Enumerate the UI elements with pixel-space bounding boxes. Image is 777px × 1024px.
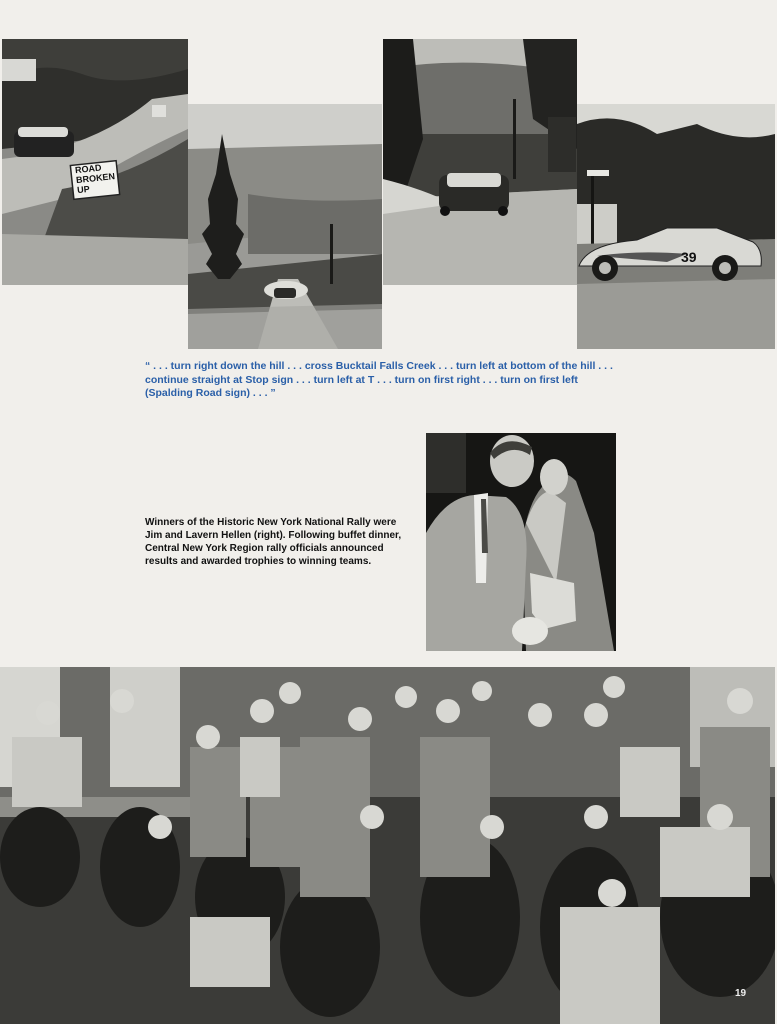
route-quote-caption: “ . . . turn right down the hill . . . cross Bucktail Falls Creek . . . turn left at bottom of the hill . . . continue straight at Stop sign . . . turn left at T . . . turn on first right . . . turn on first left (Spalding Road sign) . . . ”	[145, 360, 613, 399]
page-number: 19	[735, 988, 747, 999]
photo-car-39	[577, 104, 775, 349]
road-sign-text: ROAD BROKEN UP	[74, 162, 116, 196]
photo-banquet-crowd	[0, 667, 775, 1024]
photo-road-broken-up	[2, 39, 188, 285]
photo-hill-with-tree	[188, 104, 382, 349]
photo-winners-kiss	[426, 433, 616, 651]
winners-caption: Winners of the Historic New York National Rally were Jim and Lavern Hellen (right). Following buffet dinner, Central New York Region rally officials announced results and awarded trophies to winning teams.	[145, 517, 402, 567]
photo-corvette-dirt-road	[383, 39, 577, 285]
car-number: 39	[681, 249, 697, 265]
